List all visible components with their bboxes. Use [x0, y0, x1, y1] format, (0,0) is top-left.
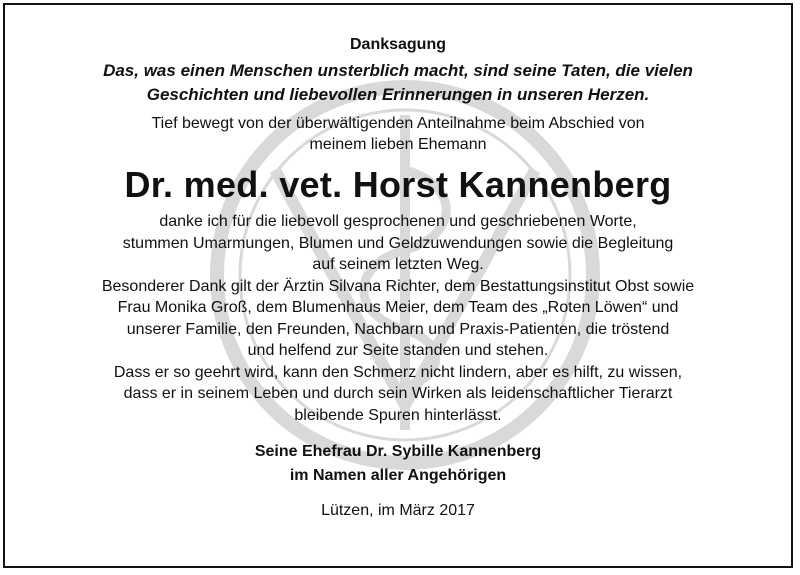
body-line: Besonderer Dank gilt der Ärztin Silvana Richter, dem Bestattungsinstitut Obst sowie [101, 277, 695, 295]
intro-line: meinem lieben Ehemann [309, 136, 487, 153]
body-line: stummen Umarmungen, Blumen und Geldzuwendungen sowie die Begleitung [122, 234, 674, 252]
signature-line: Seine Ehefrau Dr. Sybille Kannenberg [254, 443, 542, 460]
body-line: unserer Familie, den Freunden, Nachbarn und Praxis-Patienten, die tröstend [126, 320, 670, 338]
deceased-name: Dr. med. vet. Horst Kannenberg [124, 164, 672, 205]
notice-frame [3, 3, 793, 568]
signature-line: im Namen aller Angehörigen [289, 467, 507, 484]
body-line: auf seinem letzten Weg. [312, 256, 484, 273]
body-line: Dass er so geehrt wird, kann den Schmerz nicht lindern, aber es hilft, zu wissen, [113, 363, 683, 381]
body-line: und helfend zur Seite standen und stehen. [247, 342, 549, 359]
signature-block [5, 440, 791, 488]
body-line: bleibende Spuren hinterlässt. [294, 406, 502, 424]
body-line: Frau Monika Groß, dem Blumenhaus Meier, dem Team des „Roten Löwen“ und [117, 299, 679, 316]
body-line: danke ich für die liebevoll gesprochenen und geschriebenen Worte, [159, 213, 637, 230]
motto-line: Geschichten und liebevollen Erinnerungen in unseren Herzen. [146, 85, 650, 104]
body-line: dass er in seinem Leben und durch sein Wirken als leidenschaftlicher Tierarzt [123, 385, 673, 402]
intro-text [5, 113, 791, 155]
notice-content [5, 5, 791, 521]
place-date: Lützen, im März 2017 [321, 502, 475, 519]
motto-line: Das, was einen Menschen unsterblich macht, sind seine Taten, die vielen [103, 61, 693, 80]
notice-heading: Danksagung [349, 36, 446, 53]
motto-quote [5, 59, 791, 107]
intro-line: Tief bewegt von der überwältigenden Anteilnahme beim Abschied von [151, 115, 645, 132]
thanks-body [5, 211, 791, 426]
